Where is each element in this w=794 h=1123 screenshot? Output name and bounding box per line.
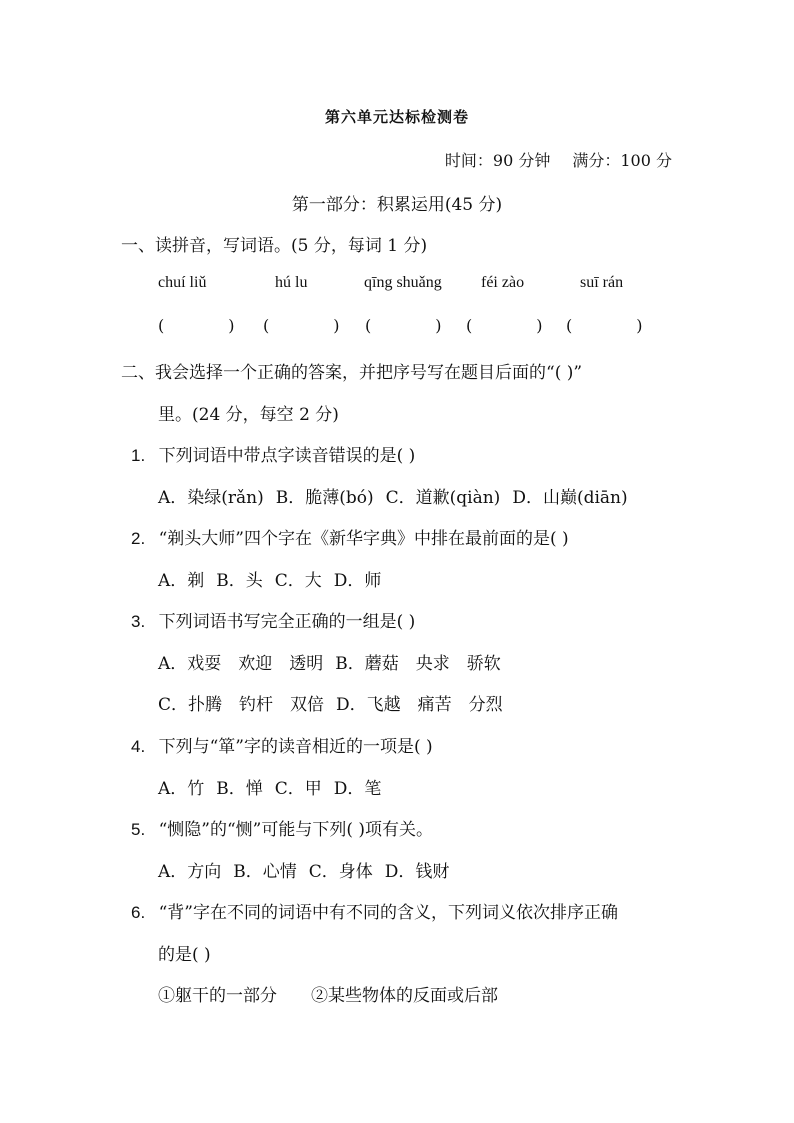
item-text: 下列词语书写完全正确的一组是( ) [158, 612, 416, 632]
item-3-options-row1 [158, 649, 513, 674]
item-number: 5. [131, 820, 146, 839]
pinyin-3: qīng shuǎng [364, 274, 442, 291]
item-text: “恻隐”的“恻”可能与下列( )项有关。 [158, 820, 434, 840]
item-1 [131, 441, 415, 466]
option[interactable]: B．心情 [233, 862, 297, 882]
option[interactable]: A．戏耍 欢迎 透明 [158, 654, 324, 674]
item-text: 下列与“箪”字的读音相近的一项是( ) [158, 737, 433, 757]
item-3 [131, 607, 415, 632]
option[interactable]: C．扑腾 钓杆 双倍 [158, 695, 325, 715]
option[interactable]: C．大 [274, 571, 322, 591]
option[interactable]: D．钱财 [384, 862, 450, 882]
pinyin-2: hú lu [275, 274, 308, 291]
sense-1: ①躯干的一部分 [158, 986, 277, 1006]
part-heading: 第一部分：积累运用(45 分) [291, 195, 503, 215]
option[interactable]: C．甲 [274, 779, 322, 799]
q1-heading: 一、读拼音，写词语。(5 分，每词 1 分) [121, 236, 428, 256]
item-1-options [158, 483, 640, 508]
option[interactable]: B．头 [216, 571, 263, 591]
option[interactable]: A．染绿(rǎn) [158, 488, 264, 508]
pinyin-5: suī rán [580, 274, 624, 291]
time-limit: 时间：90 分钟 [444, 151, 551, 170]
pinyin-4: féi zào [481, 274, 525, 291]
option[interactable]: B．惮 [216, 779, 263, 799]
sense-2: ②某些物体的反面或后部 [311, 986, 498, 1006]
option[interactable]: D．山巅(diān) [512, 488, 628, 508]
option[interactable]: D．笔 [333, 779, 382, 799]
page-title: 第六单元达标检测卷 [324, 108, 469, 126]
item-3-options-row2 [158, 690, 515, 715]
item-2 [131, 524, 569, 549]
answer-blank-1[interactable]: ( ) [158, 316, 235, 335]
pinyin-1: chuí liǔ [158, 274, 207, 291]
item-6-cont: 的是( ) [158, 945, 211, 965]
item-5-options [158, 857, 461, 882]
option[interactable]: A．竹 [158, 779, 205, 799]
item-4-options [158, 774, 393, 799]
option[interactable]: C．身体 [308, 862, 373, 882]
item-text: “背”字在不同的词语中有不同的含义，下列词义依次排序正确 [158, 903, 618, 923]
item-text: “剃头大师”四个字在《新华字典》中排在最前面的是( ) [158, 529, 569, 549]
item-4 [131, 732, 433, 757]
item-number: 2. [131, 529, 146, 548]
item-text: 下列词语中带点字读音错误的是( ) [158, 446, 416, 466]
option[interactable]: D．师 [333, 571, 382, 591]
item-5 [131, 815, 433, 840]
item-number: 4. [131, 737, 146, 756]
item-number: 1. [131, 446, 146, 465]
full-score: 满分：100 分 [572, 151, 672, 170]
option[interactable]: C．道歉(qiàn) [385, 488, 501, 508]
answer-blank-3[interactable]: ( ) [365, 316, 442, 335]
item-6 [131, 898, 618, 923]
item-6-senses [158, 981, 510, 1006]
answer-blank-5[interactable]: ( ) [566, 316, 643, 335]
exam-meta [445, 148, 672, 171]
option[interactable]: D．飞越 痛苦 分烈 [336, 695, 503, 715]
q2-heading-cont: 里。(24 分，每空 2 分) [158, 405, 339, 425]
answer-blank-4[interactable]: ( ) [466, 316, 543, 335]
option[interactable]: A．剃 [158, 571, 205, 591]
answer-blank-2[interactable]: ( ) [263, 316, 340, 335]
option[interactable]: B．蘑菇 央求 骄软 [335, 654, 501, 674]
option[interactable]: A．方向 [158, 862, 222, 882]
item-number: 6. [131, 903, 146, 922]
q2-heading: 二、我会选择一个正确的答案，并把序号写在题目后面的“( )” [121, 363, 583, 383]
item-2-options [158, 566, 393, 591]
item-number: 3. [131, 612, 146, 631]
option[interactable]: B．脆薄(bó) [275, 488, 374, 508]
